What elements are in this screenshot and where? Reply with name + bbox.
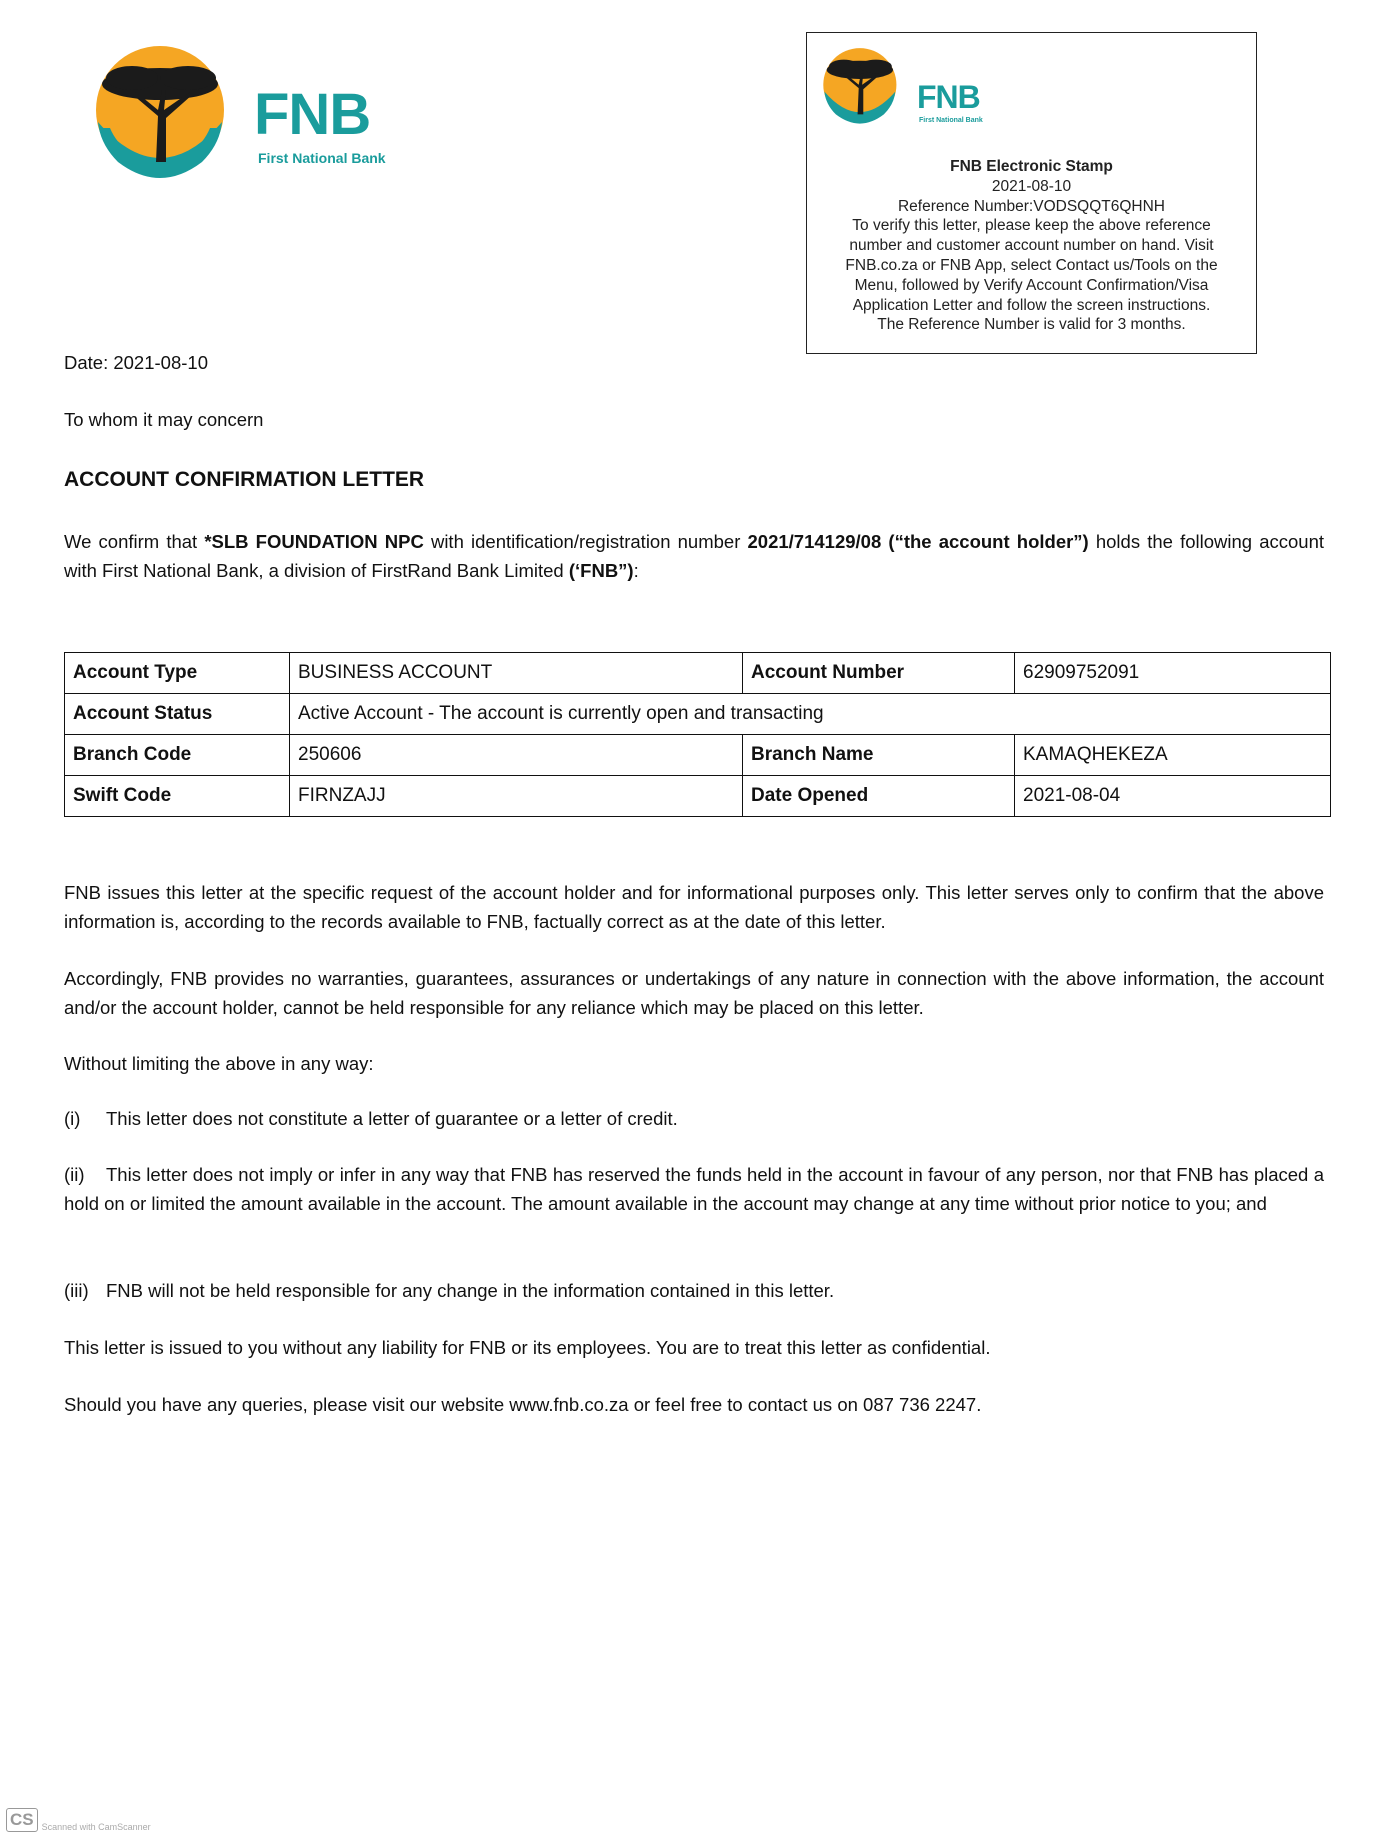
fnb-tag: (‘FNB”)	[568, 560, 634, 581]
camscanner-text: Scanned with CamScanner	[41, 1822, 151, 1832]
disclaimer-paragraph-1: FNB issues this letter at the specific request of the account holder and for informational purposes only. This letter serves only to confirm that the above information is, according to the records available to FNB, factually correct as at the date of this letter.	[64, 882, 1324, 932]
brand-name: FNB	[254, 82, 371, 147]
stamp-reference: Reference Number:VODSQQT6QHNH	[897, 197, 1166, 215]
liability-paragraph: This letter is issued to you without any liability for FNB or its employees. You are to treat this letter as confidential.	[64, 1337, 991, 1358]
intro-text: with identification/registration number	[423, 531, 748, 552]
salutation: To whom it may concern	[64, 409, 264, 430]
swift-code-label: Swift Code	[65, 776, 290, 817]
acacia-tree-icon	[821, 47, 901, 127]
account-number-value: 62909752091	[1015, 653, 1331, 694]
stamp-text	[807, 157, 1256, 335]
disclaimer-paragraph-2: Accordingly, FNB provides no warranties, guarantees, assurances or undertakings of any nature in connection with the above information, the account and/or the account holder, cannot be held responsible for any reliance which may be placed on this letter.	[64, 968, 1324, 1018]
account-status-label: Account Status	[65, 694, 290, 735]
account-type-label: Account Type	[65, 653, 290, 694]
table-row	[65, 653, 1331, 694]
stamp-brand-subtitle: First National Bank	[919, 117, 983, 124]
list-number: (iii)	[64, 1280, 89, 1301]
stamp-brand-name: FNB	[917, 79, 980, 115]
list-item	[64, 1104, 1324, 1133]
intro-text: :	[633, 560, 639, 581]
table-row	[65, 735, 1331, 776]
swift-code-value: FIRNZAJJ	[290, 776, 743, 817]
intro-paragraph	[64, 527, 1324, 585]
stamp-line: The Reference Number is valid for 3 months.	[877, 316, 1186, 334]
stamp-line: To verify this letter, please keep the above reference	[852, 217, 1211, 235]
list-item	[64, 1276, 1324, 1305]
camscanner-watermark	[6, 1808, 151, 1832]
list-number: (ii)	[64, 1164, 85, 1185]
stamp-line: number and customer account number on hand. Visit	[849, 237, 1214, 255]
letter-date: Date: 2021-08-10	[64, 352, 208, 373]
list-item	[64, 1160, 1324, 1218]
branch-name-value: KAMAQHEKEZA	[1015, 735, 1331, 776]
stamp-logo	[821, 47, 1021, 127]
list-number: (i)	[64, 1108, 81, 1129]
list-text: This letter does not constitute a letter of guarantee or a letter of credit.	[106, 1108, 678, 1129]
table-row	[65, 694, 1331, 735]
date-opened-value: 2021-08-04	[1015, 776, 1331, 817]
stamp-line: Menu, followed by Verify Account Confirmation/Visa	[854, 276, 1209, 294]
registration-number: 2021/714129/08	[747, 531, 882, 552]
branch-code-label: Branch Code	[65, 735, 290, 776]
date-opened-label: Date Opened	[743, 776, 1015, 817]
account-holder-name: *SLB FOUNDATION NPC	[204, 531, 424, 552]
list-text: This letter does not imply or infer in any way that FNB has reserved the funds held in the account in favour of any person, nor that FNB has placed a hold on or limited the amount available in the account. The amount available in the account may change at any time without prior notice to you; and	[64, 1164, 1324, 1214]
branch-name-label: Branch Name	[743, 735, 1015, 776]
contact-paragraph: Should you have any queries, please visit our website www.fnb.co.za or feel free to contact us on 087 736 2247.	[64, 1394, 982, 1415]
fnb-logo	[92, 44, 392, 184]
brand-subtitle: First National Bank	[258, 150, 386, 166]
account-number-label: Account Number	[743, 653, 1015, 694]
intro-text: We confirm that	[64, 531, 205, 552]
limitation-intro: Without limiting the above in any way:	[64, 1053, 374, 1074]
stamp-title: FNB Electronic Stamp	[950, 158, 1113, 175]
table-row	[65, 776, 1331, 817]
account-type-value: BUSINESS ACCOUNT	[290, 653, 743, 694]
stamp-line: FNB.co.za or FNB App, select Contact us/Tools on the	[845, 256, 1218, 274]
branch-code-value: 250606	[290, 735, 743, 776]
account-holder-tag: (“the account holder”)	[888, 531, 1089, 552]
stamp-date: 2021-08-10	[991, 177, 1072, 195]
account-status-value: Active Account - The account is currently open and transacting	[290, 694, 1331, 735]
acacia-tree-icon	[92, 44, 232, 184]
stamp-line: Application Letter and follow the screen instructions.	[852, 296, 1211, 314]
list-text: FNB will not be held responsible for any change in the information contained in this letter.	[106, 1280, 835, 1301]
intro-text: holds the following account with First National Bank, a division of FirstRand Bank Limited	[64, 531, 1324, 581]
account-details-table	[64, 652, 1331, 817]
camscanner-badge: CS	[6, 1808, 38, 1832]
electronic-stamp-box	[806, 32, 1257, 354]
letter-heading: ACCOUNT CONFIRMATION LETTER	[64, 468, 425, 491]
